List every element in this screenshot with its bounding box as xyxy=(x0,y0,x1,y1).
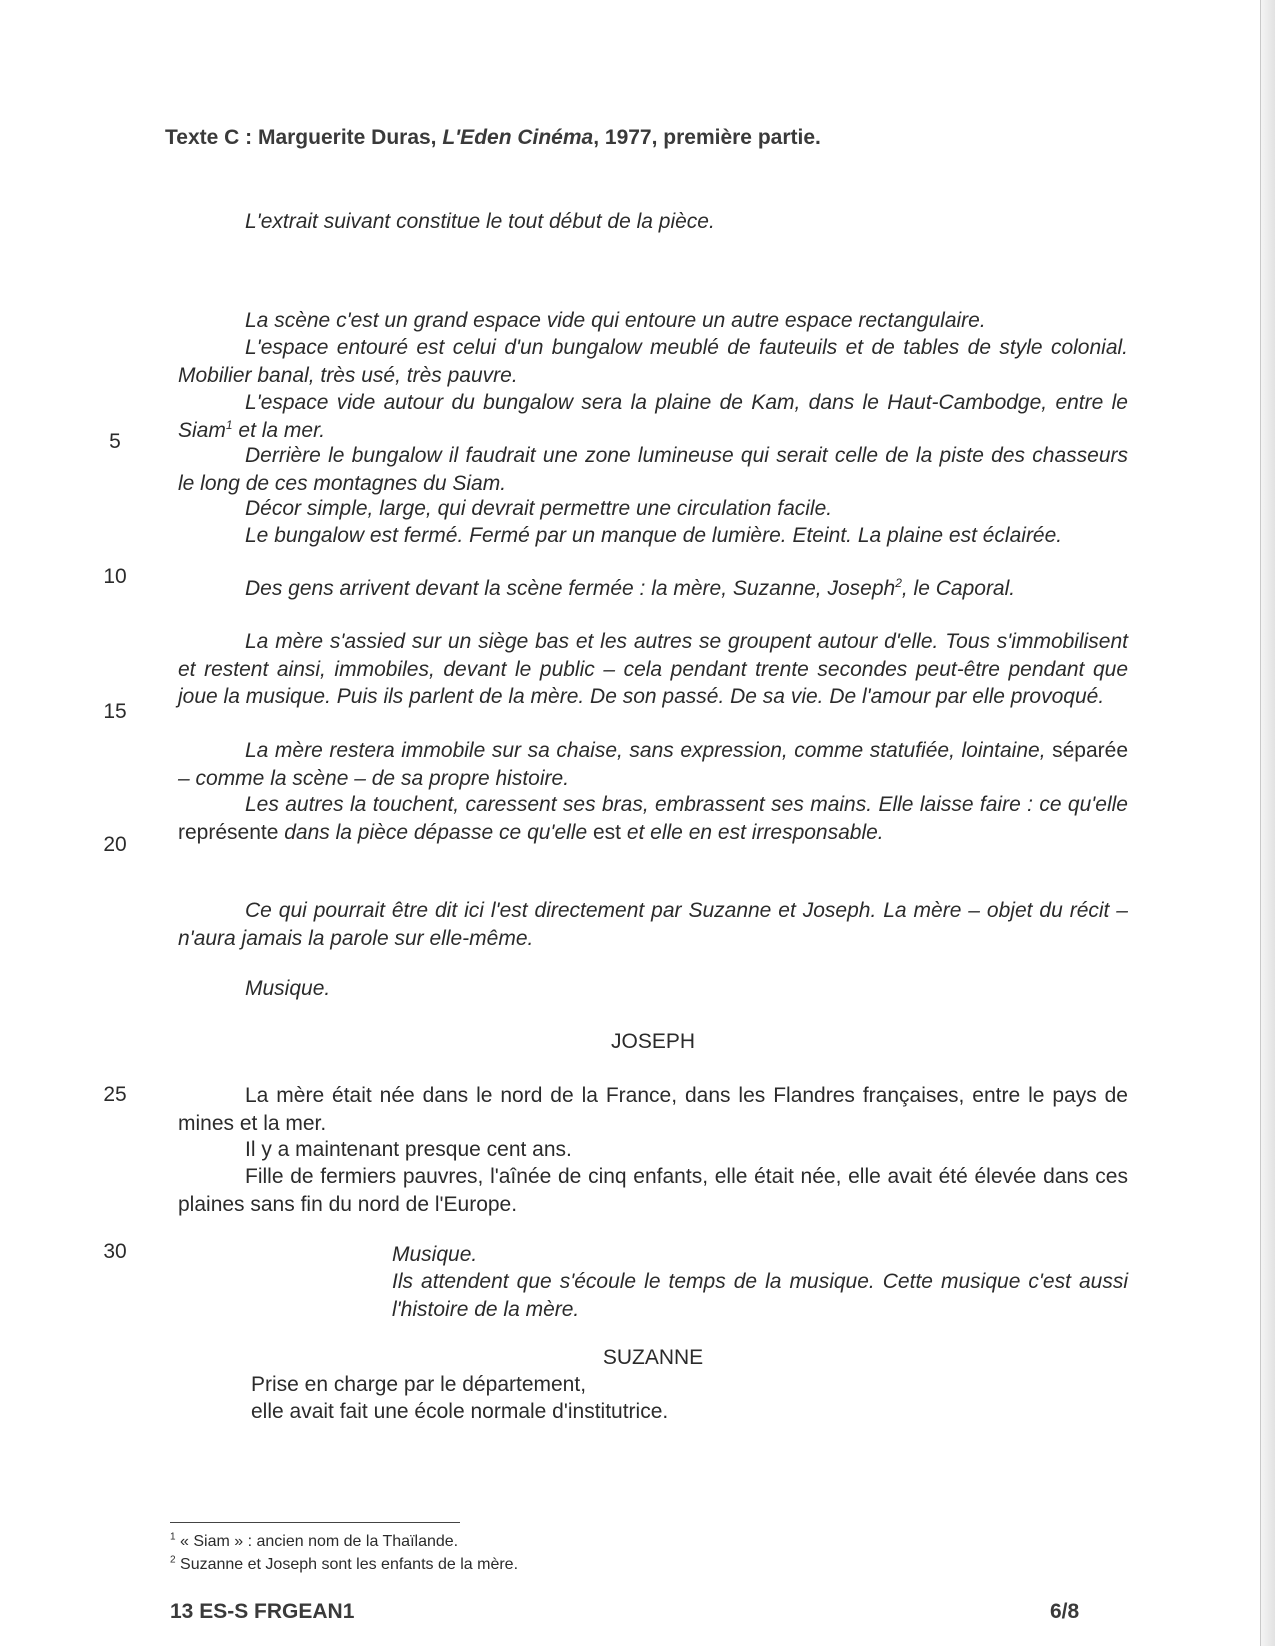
stage-direction: Les autres la touchent, caressent ses bras, embrassent ses mains. Elle laisse faire : ce qu'elle représente dans la pièce dépasse ce qu'elle est et elle en est irresponsable. xyxy=(178,793,1128,844)
stage-direction: Le bungalow est fermé. Fermé par un manque de lumière. Eteint. La plaine est éclairée. xyxy=(245,524,1063,547)
dialogue-line: Fille de fermiers pauvres, l'aînée de cinq enfants, elle était née, elle avait été élevée dans ces plaines sans fin du nord de l'Europe. xyxy=(178,1165,1128,1216)
stage-direction: Ils attendent que s'écoule le temps de la musique. Cette musique c'est aussi l'histoire de la mère. xyxy=(392,1270,1128,1321)
stage-direction: Derrière le bungalow il faudrait une zone lumineuse qui serait celle de la piste des chasseurs le long de ces montagnes du Siam. xyxy=(178,444,1128,495)
stage-direction: L'espace entouré est celui d'un bungalow meublé de fauteuils et de tables de style colonial. Mobilier banal, très usé, très pauvre. xyxy=(178,336,1128,387)
line-number: 20 xyxy=(103,833,127,856)
line-number: 15 xyxy=(103,700,127,723)
stage-direction: La scène c'est un grand espace vide qui entoure un autre espace rectangulaire. xyxy=(245,309,986,332)
dialogue-line: Il y a maintenant presque cent ans. xyxy=(245,1138,572,1161)
exam-code: 13 ES-S FRGEAN1 xyxy=(170,1600,355,1623)
stage-direction-music: Musique. xyxy=(392,1243,478,1266)
footnote-divider xyxy=(170,1522,460,1523)
speaker-joseph: JOSEPH xyxy=(610,1030,696,1053)
dialogue-line: Prise en charge par le département, xyxy=(251,1373,587,1396)
footnote: $^2$ Suzanne et Joseph sont les enfants de la mère. xyxy=(170,1554,519,1573)
stage-direction: La mère s'assied sur un siège bas et les autres se groupent autour d'elle. Tous s'immobilisent et restent ainsi, immobiles, devant le public – cela pendant trente secondes peut-être pendant que joue la musique. Puis ils parlent de la mère. De son passé. De sa vie. De l'amour par elle provoqué. xyxy=(178,630,1128,709)
footnote: $^1$ « Siam » : ancien nom de la Thaïlande. xyxy=(170,1531,459,1550)
line-number: 25 xyxy=(103,1083,127,1106)
dialogue-line: elle avait fait une école normale d'institutrice. xyxy=(251,1400,669,1423)
footnote-mark: 1 xyxy=(225,417,233,432)
line-number: 30 xyxy=(103,1240,127,1263)
line-number: 5 xyxy=(109,430,121,453)
text-title: Texte C : Marguerite Duras, L'Eden Cinéma, 1977, première partie. xyxy=(165,126,821,149)
stage-direction-music: Musique. xyxy=(245,977,331,1000)
intro-note: L'extrait suivant constitue le tout début de la pièce. xyxy=(245,210,715,233)
line-number: 10 xyxy=(103,565,127,588)
speaker-suzanne: SUZANNE xyxy=(602,1346,704,1369)
page-edge-shadow xyxy=(1260,0,1275,1646)
stage-direction: La mère restera immobile sur sa chaise, sans expression, comme statufiée, lointaine, séparée – comme la scène – de sa propre histoire. xyxy=(178,739,1128,790)
page-number: 6/8 xyxy=(1050,1600,1080,1623)
stage-direction: Décor simple, large, qui devrait permettre une circulation facile. xyxy=(245,497,833,520)
stage-direction: L'espace vide autour du bungalow sera la plaine de Kam, dans le Haut-Cambodge, entre le Siam$^1$ et la mer. xyxy=(178,391,1128,442)
dialogue-line: La mère était née dans le nord de la France, dans les Flandres françaises, entre le pays de mines et la mer. xyxy=(178,1084,1128,1135)
stage-direction: Ce qui pourrait être dit ici l'est directement par Suzanne et Joseph. La mère – objet du récit – n'aura jamais la parole sur elle-même. xyxy=(178,899,1128,950)
footnote-mark: 2 xyxy=(895,576,902,590)
stage-direction: Des gens arrivent devant la scène fermée : la mère, Suzanne, Joseph$^2$, le Caporal. xyxy=(245,576,1016,600)
